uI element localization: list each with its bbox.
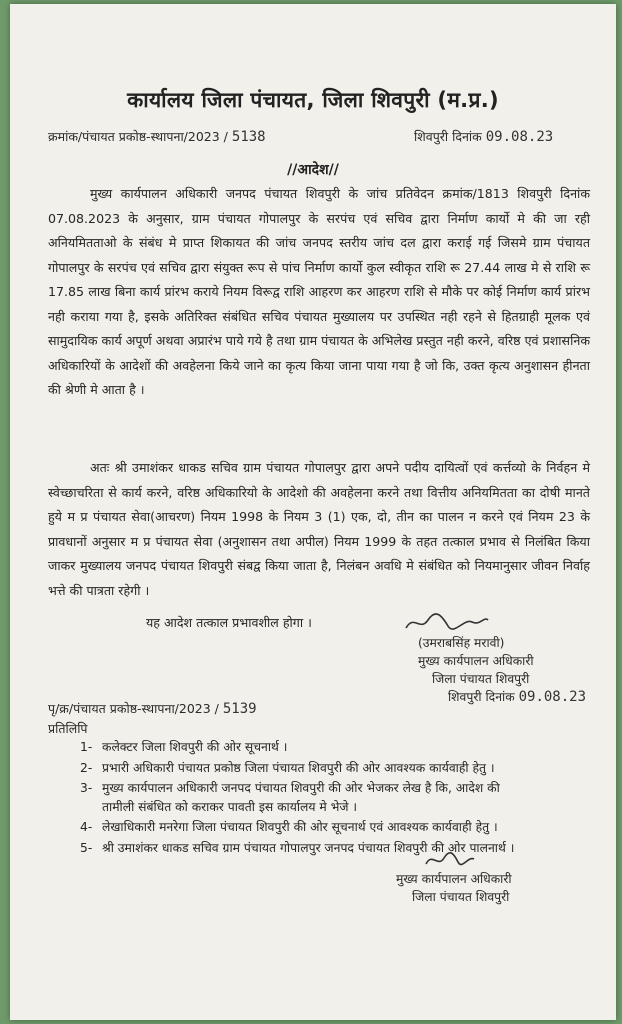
list-item: 2- प्रभारी अधिकारी पंचायत प्रकोष्ठ जिला पंचायत शिवपुरी की ओर आवश्यक कार्यवाही हेतु । <box>80 760 495 775</box>
signature-block-2 <box>396 850 596 906</box>
effect-line: यह आदेश तत्काल प्रभावशील होगा । <box>146 615 312 630</box>
copy-list <box>80 738 610 859</box>
order-paragraph-1: मुख्य कार्यपालन अधिकारी जनपद पंचायत शिवपुरी के जांच प्रतिवेदन क्रमांक/1813 शिवपुरी दिनांक 07.08.2023 के अनुसार, ग्राम पंचायत गोपालपुर के सरपंच एवं सचिव द्वारा निर्माण कार्यो मे की जा रही अनियमितताओ के संबंध मे प्राप्त शिकायत की जांच जनपद स्तरीय जांच दल द्वारा कराई गई जिसमे ग्राम पंचायत गोपालपुर के सरपंच एवं सचिव द्वारा संयुक्त रूप से पांच निर्माण कार्यो कुल स्वीकृत राशि रू 27.44 लाख मे से राशि रू 17.85 लाख बिना कार्य प्रांरभ कराये नियम विरूद्व राशि आहरण कर आहरण राशि से मौके पर कोई निर्माण कार्य प्रांरभ नही कराया गया है, इसके अतिरिक्त संबंधित सचिव पंचायत मुख्यालय पर उपस्थित नही रहने से हितग्राही मूलक एवं सामुदायिक कार्य अपूर्ण अथवा अप्रारंभ पाये गये है तथा ग्राम पंचायत के अभिलेख प्रस्तुत नही करने, वरिष्ठ एवं प्रशासनिक अधिकारियों के आदेशों की अवहेलना किये जाने का कृत्य किया जाना पाया गया है जो कि, उक्त कृत्य अनुशासन हीनता की श्रेणी मे आता है । <box>48 186 590 397</box>
list-item: 5- श्री उमाशंकर धाकड सचिव ग्राम पंचायत गोपालपुर जनपद पंचायत शिवपुरी की ओर पालनार्थ । <box>80 840 515 855</box>
signature-scribble-icon <box>402 612 492 634</box>
list-item: 4- लेखाधिकारी मनरेगा जिला पंचायत शिवपुरी की ओर सूचनार्थ एवं आवश्यक कार्यवाही हेतु । <box>80 820 498 834</box>
signature-block-1 <box>402 612 612 706</box>
order-paragraph-2: अतः श्री उमाशंकर धाकड सचिव ग्राम पंचायत गोपालपुर द्वारा अपने पदीय दायित्वों एवं कर्त्तव्यो के निर्वहन मे स्वेच्छाचरिता से कार्य करने, वरिष्ठ अधिकारियो के आदेशो की अवहेलना करने तथा वित्तीय अनियमितता का दोषी मानते हुये म प्र पंचायत सेवा(आचरण) नियम 1998 के नियम 3 (1) एक, दो, तीन का पालन न करने एवं नियम 23 के प्रावधानों अनुसार म प्र पंचायत सेवा (अनुशासन तथा अपील) नियम 1999 के तहत तत्काल प्रभाव से निलंबित किया जाकर मुख्यालय जनपद पंचायत शिवपुरी संबद्व किया जाता है, निलंबन अवधि मे संबंधित को नियमानुसार जीवन निर्वाह भत्ते की पात्रता रहेगी । <box>48 460 590 598</box>
list-item: 3- मुख्य कार्यपालन अधिकारी जनपद पंचायत शिवपुरी की ओर भेजकर लेख है कि, आदेश की तामीली संबंधित को कराकर पावती इस कार्यालय मे भेजे । <box>80 781 500 814</box>
list-item: 1- कलेक्टर जिला शिवपुरी की ओर सूचनार्थ । <box>80 740 288 754</box>
office-title: कार्यालय जिला पंचायत, जिला शिवपुरी (म.प्र.) <box>127 88 499 112</box>
signatory-office: जिला पंचायत शिवपुरी <box>412 890 510 904</box>
order-date <box>414 128 553 145</box>
order-reference-number: 5138 <box>231 129 266 145</box>
order-reference-prefix: क्रमांक/पंचायत प्रकोष्ठ-स्थापना/2023 / <box>48 129 228 144</box>
order-document <box>10 4 616 1020</box>
signature-scribble-icon <box>396 850 476 870</box>
order-heading: //आदेश// <box>287 162 339 178</box>
order-date-label: शिवपुरी दिनांक <box>414 129 482 144</box>
endorsement-reference-number: 5139 <box>222 701 257 717</box>
copy-to-label: प्रतिलिपि <box>48 721 88 736</box>
signatory-name: (उमराबसिंह मरावी) <box>418 636 505 650</box>
endorsement-reference-prefix: पृ/क्र/पंचायत प्रकोष्ठ-स्थापना/2023 / <box>48 701 219 716</box>
order-reference <box>48 128 266 145</box>
signatory-office: जिला पंचायत शिवपुरी <box>432 672 530 686</box>
endorsement-reference <box>48 700 257 717</box>
signatory-date-label: शिवपुरी दिनांक <box>448 690 515 704</box>
order-date-value: 09.08.23 <box>485 129 554 145</box>
signatory-designation: मुख्य कार्यपालन अधिकारी <box>396 872 512 886</box>
signatory-designation: मुख्य कार्यपालन अधिकारी <box>418 654 534 668</box>
signatory-date <box>402 688 612 706</box>
signatory-date-value: 09.08.23 <box>518 689 587 705</box>
